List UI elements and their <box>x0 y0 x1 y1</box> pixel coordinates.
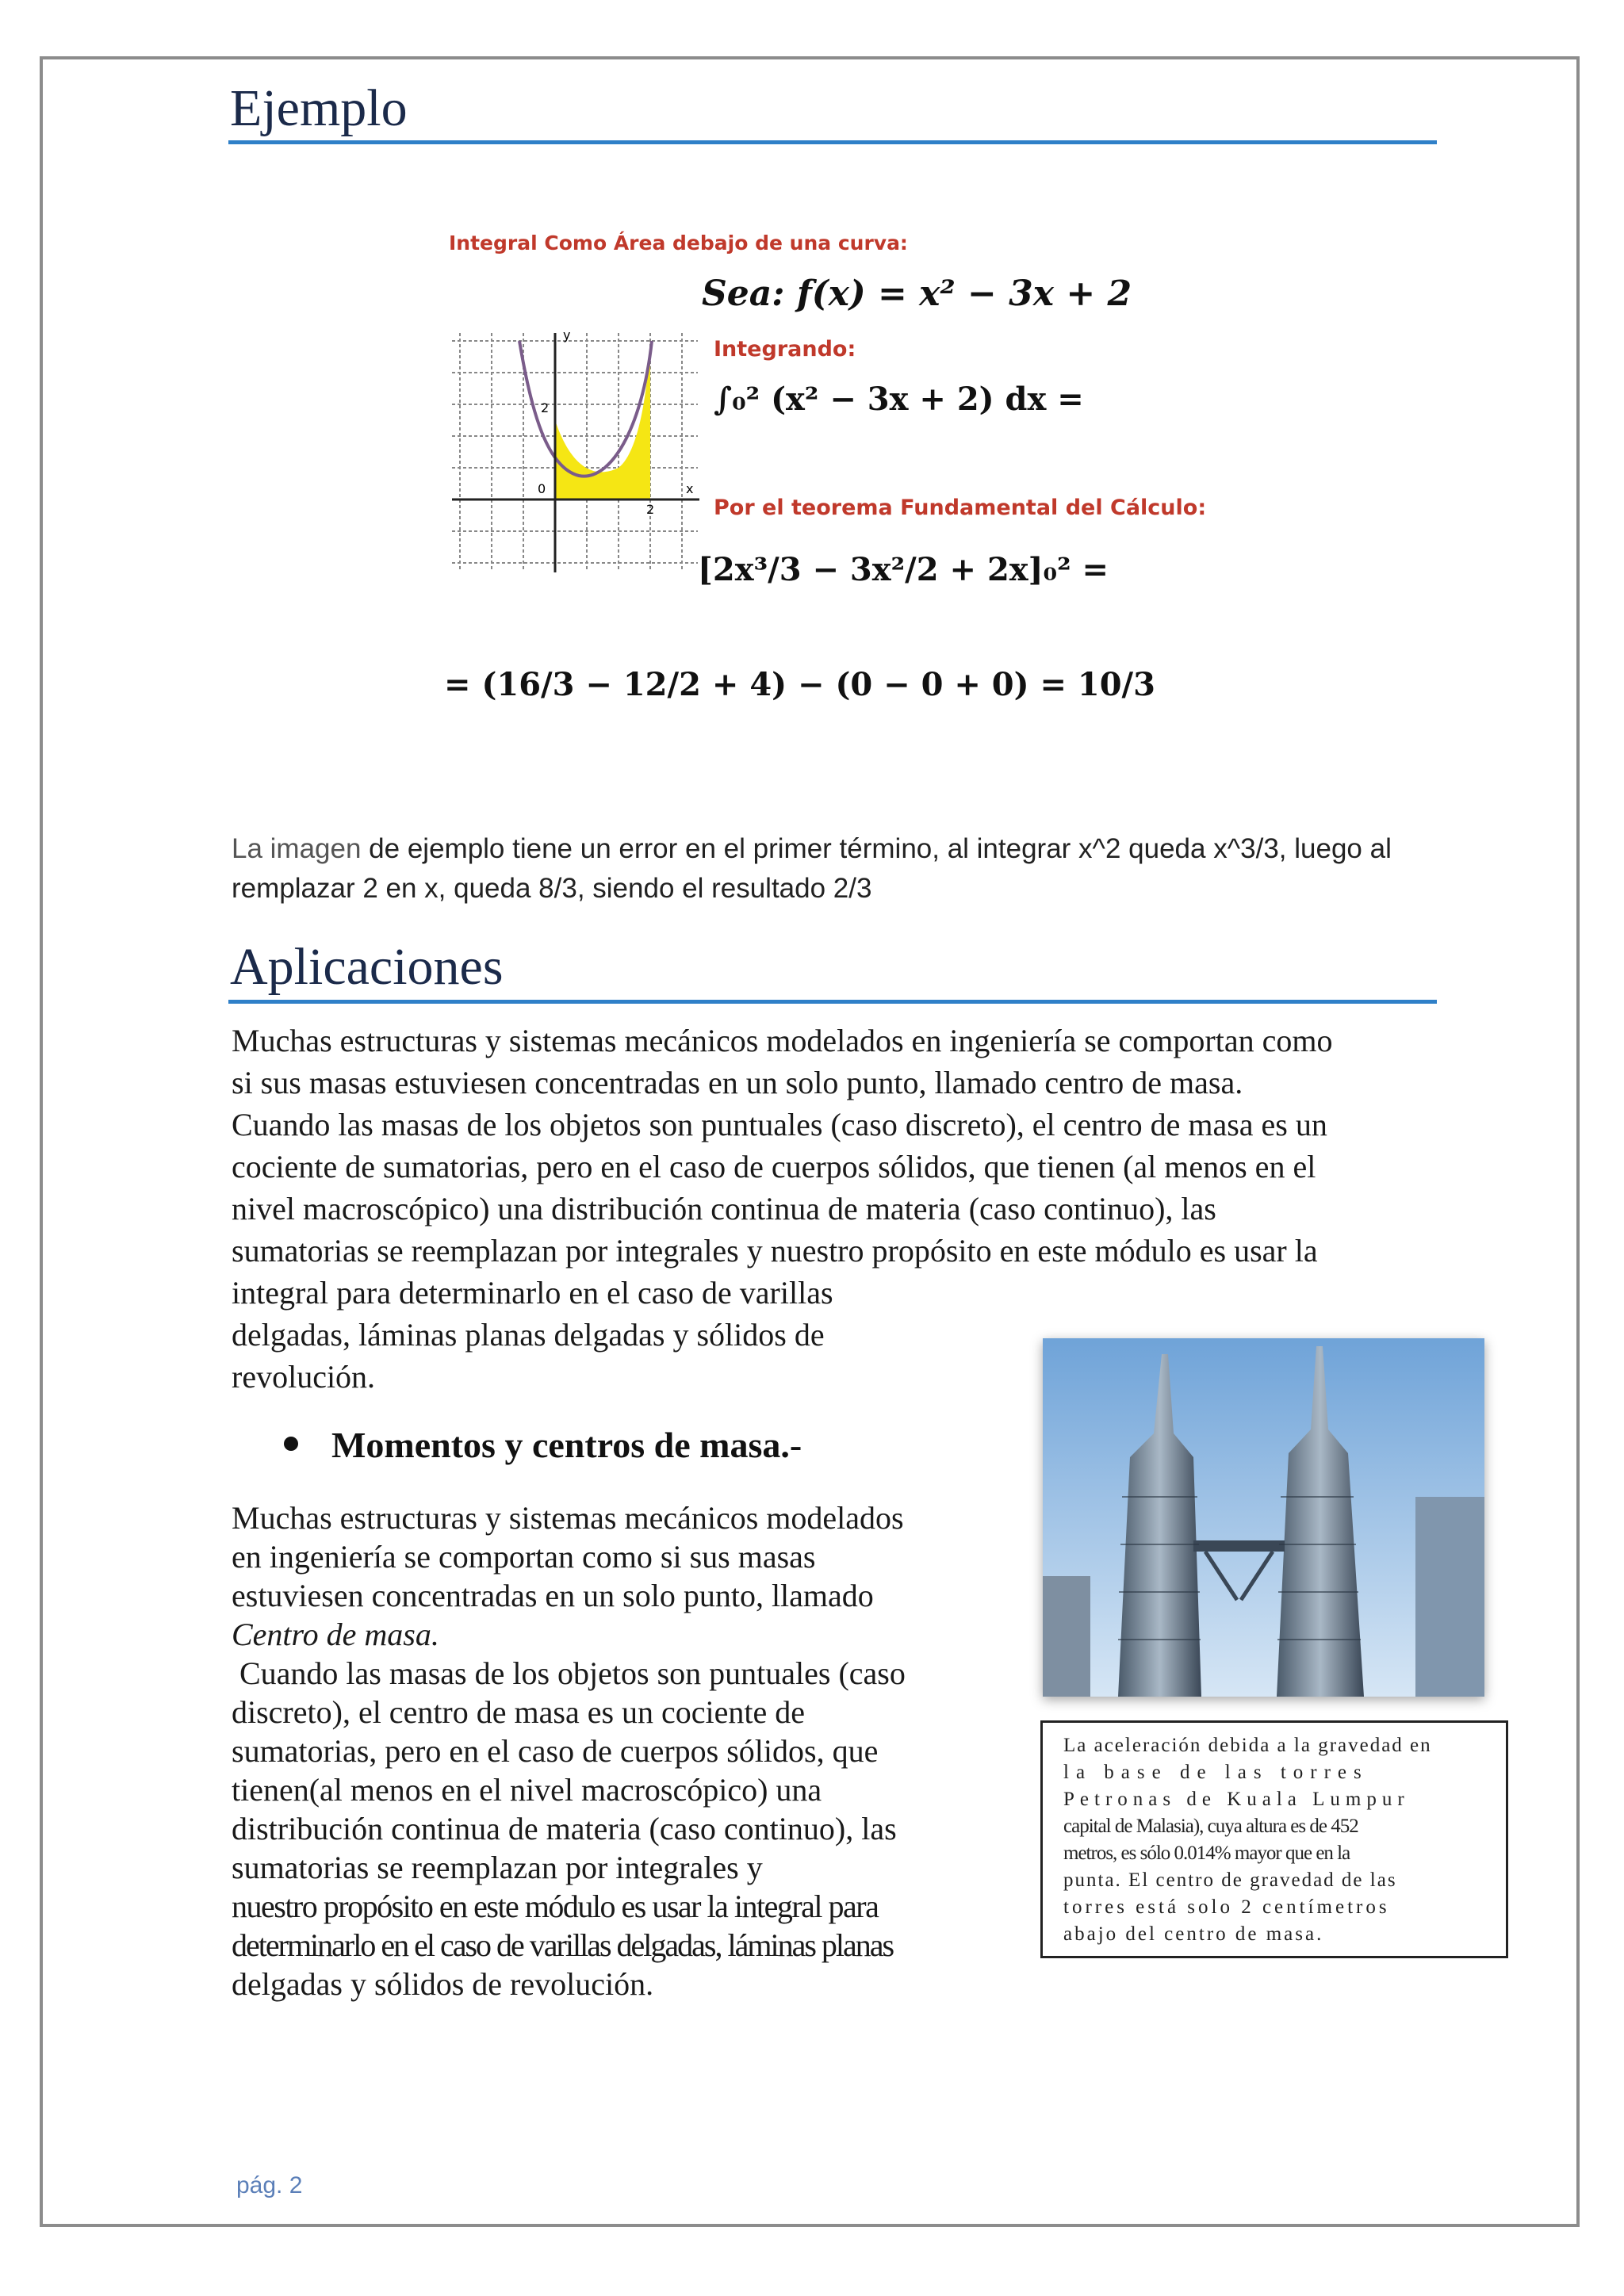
text-line: en ingeniería se comportan como si sus masas <box>232 1539 816 1575</box>
text-line: Cuando las masas de los objetos son puntuales (caso discreto), el centro de masa es un <box>232 1107 1327 1142</box>
x-axis-label: x <box>686 481 694 496</box>
caption-line: la base de las torres <box>1063 1762 1369 1783</box>
bullet-heading: Momentos y centros de masa.- <box>331 1425 802 1465</box>
caption-line: punta. El centro de gravedad de las <box>1063 1869 1397 1891</box>
antiderivative-expression: [2x³/3 − 3x²/2 + 2x]₀² = <box>698 551 1109 588</box>
text-line: Muchas estructuras y sistemas mecánicos modelados <box>232 1500 904 1536</box>
caption-line: metros, es sólo 0.014% mayor que en la <box>1063 1843 1350 1864</box>
moments-paragraph <box>232 1498 1025 2003</box>
y-axis-label: y <box>563 327 571 342</box>
text-line: si sus masas estuviesen concentradas en un solo punto, llamado centro de masa. <box>232 1065 1243 1100</box>
caption-line: capital de Malasia), cuya altura es de 452 <box>1063 1816 1358 1837</box>
text-line: sumatorias se reemplazan por integrales y <box>232 1850 763 1885</box>
caption-line: abajo del centro de masa. <box>1063 1923 1324 1945</box>
integral-example-figure <box>444 214 1245 769</box>
area-graph <box>444 325 706 579</box>
tick-y2: 2 <box>541 400 550 415</box>
page-number: pág. 2 <box>236 2172 303 2198</box>
text-line: discreto), el centro de masa es un cociente de <box>232 1694 806 1730</box>
petronas-towers-photo <box>1043 1338 1484 1697</box>
text-line: revolución. <box>232 1359 376 1395</box>
text-line: sumatorias se reemplazan por integrales y nuestro propósito en este módulo es usar la <box>232 1233 1318 1269</box>
text-line: cociente de sumatorias, pero en el caso de cuerpos sólidos, que tienen (al menos en el <box>232 1149 1316 1184</box>
example-caption <box>232 829 1421 909</box>
text-line: Muchas estructuras y sistemas mecánicos modelados en ingeniería se comportan como <box>232 1023 1333 1058</box>
text-line: nivel macroscópico) una distribución continua de materia (caso continuo), las <box>232 1191 1216 1226</box>
text-line: sumatorias, pero en el caso de cuerpos sólidos, que <box>232 1733 879 1769</box>
tick-x2: 2 <box>646 502 655 517</box>
section-rule <box>228 1000 1437 1004</box>
text-line: integral para determinarlo en el caso de varillas <box>232 1275 833 1311</box>
text-line: delgadas y sólidos de revolución. <box>232 1966 654 2002</box>
section-title-ejemplo: Ejemplo <box>230 79 408 137</box>
function-definition: Sea: f(x) = x² − 3x + 2 <box>702 274 1132 314</box>
result-expression: = (16/3 − 12/2 + 4) − (0 − 0 + 0) = 10/3 <box>444 666 1155 703</box>
text-line: determinarlo en el caso de varillas delgadas, láminas planas <box>232 1927 894 1963</box>
section-title-aplicaciones: Aplicaciones <box>230 938 504 996</box>
text-line: Cuando las masas de los objetos son puntuales (caso <box>232 1655 906 1691</box>
section-rule <box>228 140 1437 144</box>
origin-label: 0 <box>538 481 546 496</box>
text-line: distribución continua de materia (caso continuo), las <box>232 1811 897 1846</box>
text-line: tienen(al menos en el nivel macroscópico) una <box>232 1772 822 1808</box>
integral-expression: ∫₀² (x² − 3x + 2) dx = <box>714 381 1084 418</box>
theorem-label: Por el teorema Fundamental del Cálculo: <box>714 496 1207 520</box>
bullet-icon <box>284 1437 298 1451</box>
caption-lead: La imagen <box>232 833 362 864</box>
figure-title: Integral Como Área debajo de una curva: <box>449 232 908 254</box>
caption-line: torres está solo 2 centímetros <box>1063 1896 1390 1918</box>
text-line: delgadas, láminas planas delgadas y sólidos de <box>232 1317 825 1353</box>
integrating-label: Integrando: <box>714 337 856 362</box>
text-line: estuviesen concentradas en un solo punto, llamado <box>232 1578 874 1613</box>
caption-line: La aceleración debida a la gravedad en <box>1063 1735 1432 1756</box>
caption-text: de ejemplo tiene un error en el primer término, al integrar x^2 queda x^3/3, luego al remplazar 2 en x, queda 8/3, siendo el resultado 2/3 <box>232 833 1392 904</box>
text-line: Centro de masa. <box>232 1617 439 1652</box>
tower-caption-box <box>1040 1720 1508 1958</box>
caption-line: Petronas de Kuala Lumpur <box>1063 1789 1410 1810</box>
text-line: nuestro propósito en este módulo es usar la integral para <box>232 1888 879 1924</box>
